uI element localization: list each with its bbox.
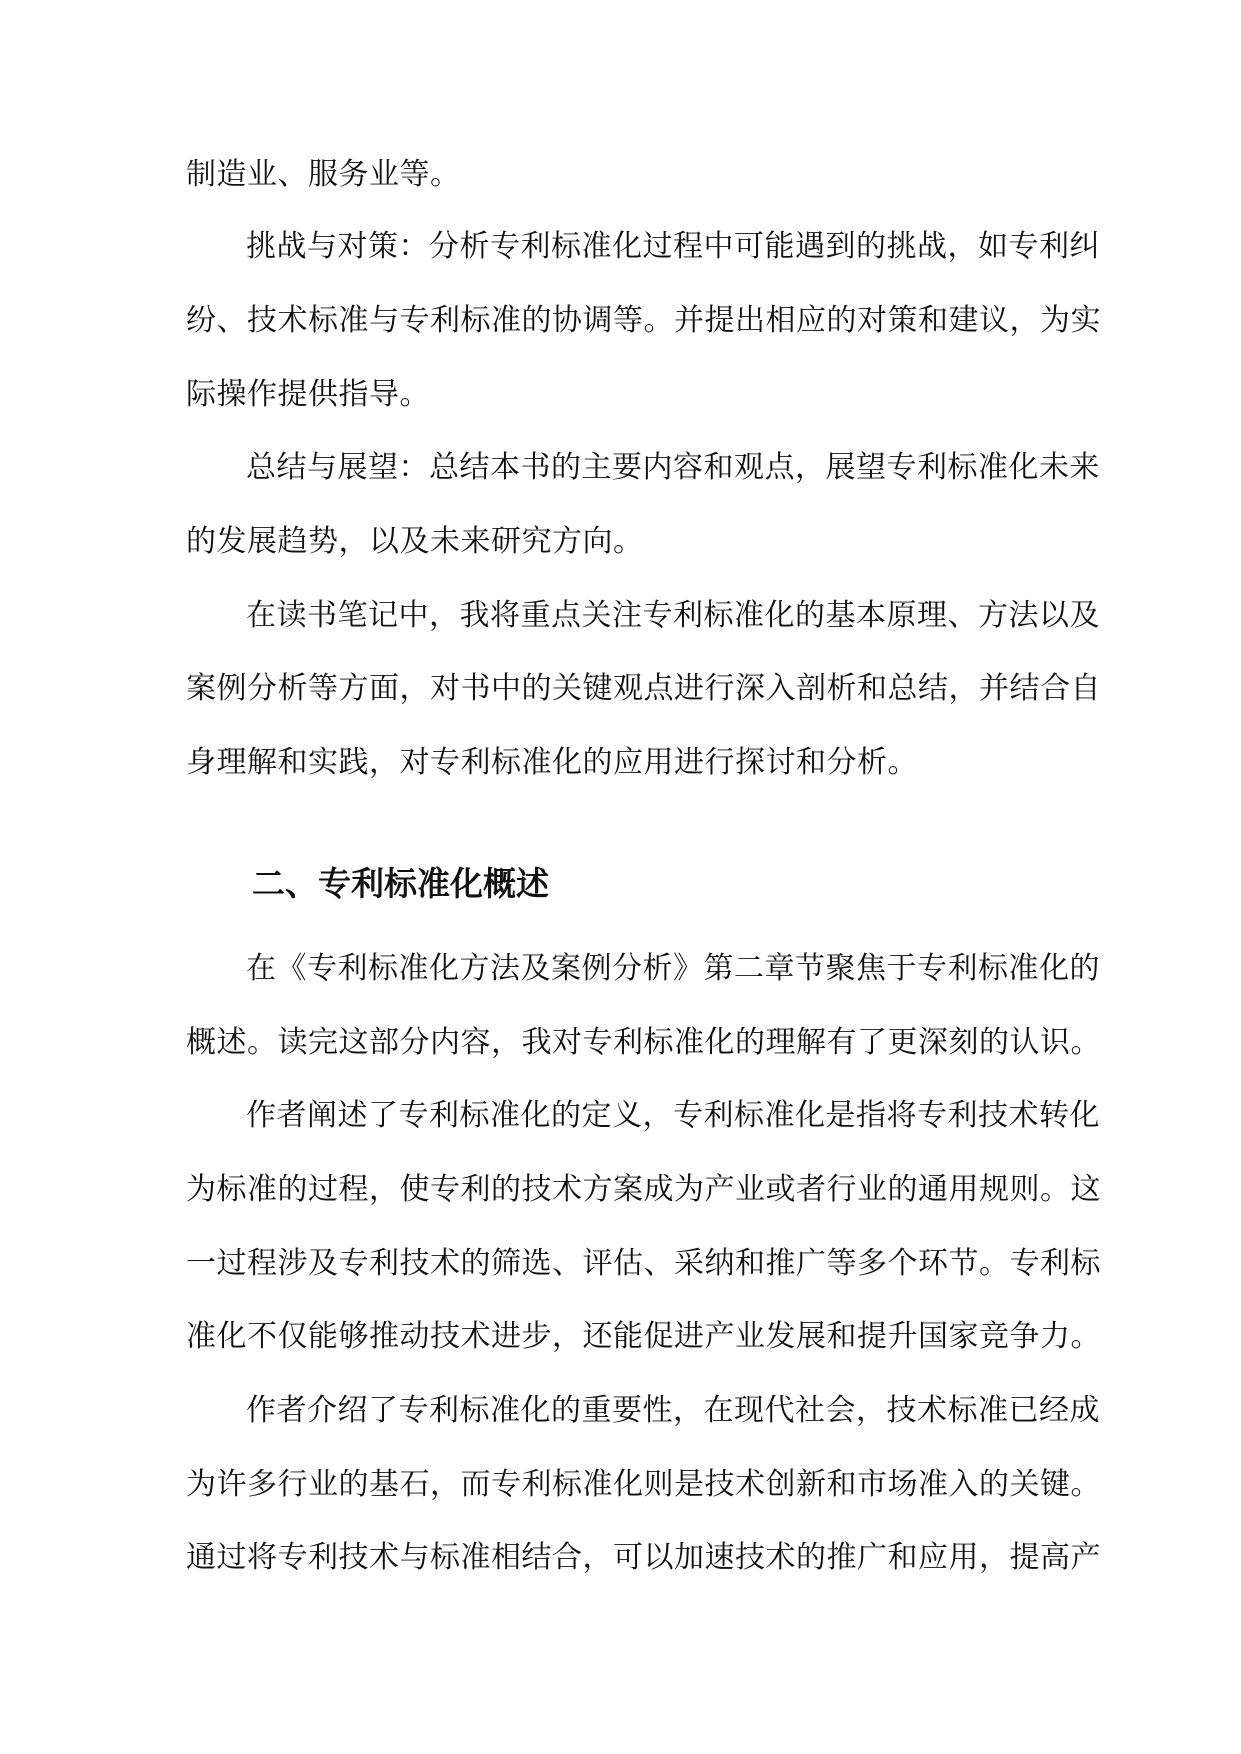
- text-line: 际操作提供指导。: [186, 377, 430, 412]
- text-line: 作者介绍了专利标准化的重要性，在现代社会，技术标准已经成: [246, 1393, 1100, 1428]
- text-line: 准化不仅能够推动技术进步，还能促进产业发展和提升国家竞争力。: [186, 1319, 1101, 1354]
- text-line: 一过程涉及专利技术的筛选、评估、采纳和推广等多个环节。专利标: [186, 1246, 1101, 1281]
- text-line: 纷、技术标准与专利标准的协调等。并提出相应的对策和建议，为实: [186, 303, 1101, 338]
- text-line: 身理解和实践，对专利标准化的应用进行探讨和分析。: [186, 745, 918, 780]
- text-line: 总结与展望：总结本书的主要内容和观点，展望专利标准化未来: [246, 450, 1100, 485]
- text-line: 在《专利标准化方法及案例分析》第二章节聚焦于专利标准化的: [246, 951, 1100, 986]
- text-line: 作者阐述了专利标准化的定义，专利标准化是指将专利技术转化: [246, 1098, 1100, 1133]
- text-line: 案例分析等方面，对书中的关键观点进行深入剖析和总结，并结合自: [186, 671, 1101, 706]
- text-line: 的发展趋势，以及未来研究方向。: [186, 524, 644, 559]
- text-line: 制造业、服务业等。: [186, 157, 461, 192]
- text-line: 在读书笔记中，我将重点关注专利标准化的基本原理、方法以及: [246, 598, 1100, 633]
- text-line: 概述。读完这部分内容，我对专利标准化的理解有了更深刻的认识。: [186, 1025, 1101, 1060]
- section-heading: 二、专利标准化概述: [252, 864, 549, 903]
- text-line: 挑战与对策：分析专利标准化过程中可能遇到的挑战，如专利纠: [246, 229, 1100, 264]
- text-line: 通过将专利技术与标准相结合，可以加速技术的推广和应用，提高产: [186, 1540, 1101, 1575]
- text-line: 为许多行业的基石，而专利标准化则是技术创新和市场准入的关键。: [186, 1467, 1101, 1502]
- text-line: 为标准的过程，使专利的技术方案成为产业或者行业的通用规则。这: [186, 1172, 1101, 1207]
